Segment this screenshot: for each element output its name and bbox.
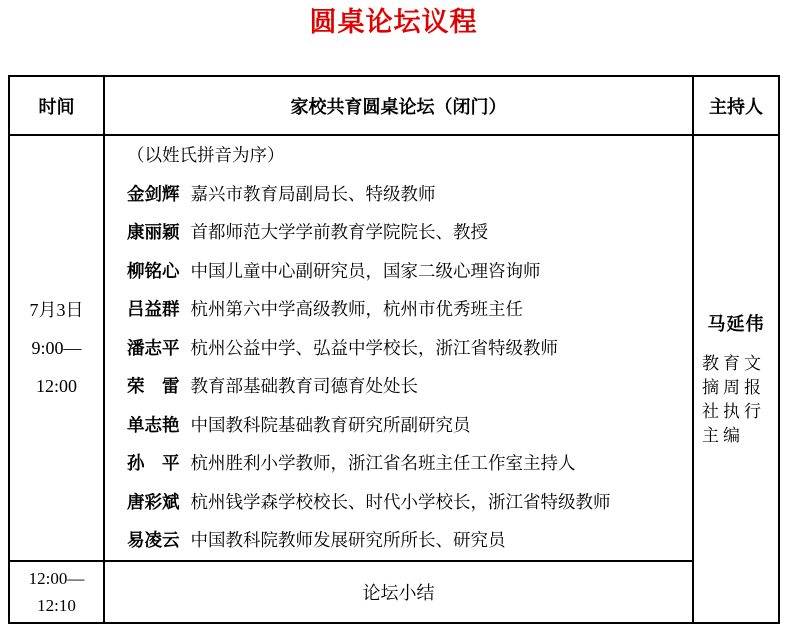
participant-title: 中国教科院基础教育研究所副研究员: [190, 414, 471, 435]
participant-name: 康丽颖: [127, 222, 180, 242]
session-start-time: 9:00—: [31, 337, 82, 358]
header-forum-title: 家校共育圆桌论坛（闭门）: [104, 76, 693, 135]
agenda-table: [8, 75, 780, 624]
participant-name: 唐彩斌: [127, 491, 180, 512]
moderator-name: 马延伟: [707, 313, 765, 334]
moderator-title: 教育文摘周报社执行主编: [702, 353, 765, 445]
participant-title: 教育部基础教育司德育处处长: [190, 376, 418, 396]
moderator-cell: [693, 135, 779, 623]
participant-line: [127, 290, 684, 329]
session-time-cell: [9, 135, 104, 561]
summary-start-time: 12:00—: [28, 568, 85, 588]
participant-title: 杭州公益中学、弘益中学校长，浙江省特级教师: [190, 337, 558, 358]
header-moderator: 主持人: [693, 76, 779, 135]
participant-line: [127, 406, 684, 445]
participant-line: [127, 213, 684, 252]
participant-title: 首都师范大学学前教育学院院长、教授: [190, 222, 488, 242]
session-row: [9, 135, 779, 561]
summary-label: 论坛小结: [104, 561, 693, 623]
table-header-row: [9, 76, 779, 135]
participant-name: 单志艳: [127, 414, 180, 435]
session-content-cell: [104, 135, 693, 561]
session-end-time: 12:00: [35, 375, 77, 396]
participant-title: 中国儿童中心副研究员，国家二级心理咨询师: [190, 260, 541, 281]
participant-title: 杭州第六中学高级教师，杭州市优秀班主任: [190, 299, 523, 319]
summary-row: [9, 561, 779, 623]
participant-title: 杭州钱学森学校校长、时代小学校长，浙江省特级教师: [190, 491, 611, 512]
summary-time-cell: [9, 561, 104, 623]
participant-line: [127, 329, 684, 368]
header-time: 时间: [9, 76, 104, 135]
participant-name: 孙 平: [127, 453, 180, 473]
participant-list: [127, 175, 684, 560]
participant-line: [127, 521, 684, 560]
participant-name: 金剑辉: [127, 183, 180, 204]
participant-line: [127, 252, 684, 291]
participant-title: 中国教科院教师发展研究所所长、研究员: [190, 530, 506, 550]
participant-line: [127, 483, 684, 522]
participant-name: 荣 雷: [127, 376, 180, 396]
summary-end-time: 12:10: [37, 595, 76, 615]
participant-name: 吕益群: [127, 299, 180, 319]
participant-line: [127, 444, 684, 483]
participant-name: 潘志平: [127, 337, 180, 358]
order-note: （以姓氏拼音为序）: [127, 145, 285, 165]
participant-name: 易凌云: [127, 530, 180, 550]
participant-line: [127, 367, 684, 406]
page-title: 圆桌论坛议程: [309, 7, 478, 37]
participant-title: 嘉兴市教育局副局长、特级教师: [190, 183, 436, 204]
participant-title: 杭州胜利小学教师，浙江省名班主任工作室主持人: [190, 453, 576, 473]
session-date: 7月3日: [29, 299, 84, 320]
participant-name: 柳铭心: [127, 260, 180, 281]
participant-line: [127, 175, 684, 214]
